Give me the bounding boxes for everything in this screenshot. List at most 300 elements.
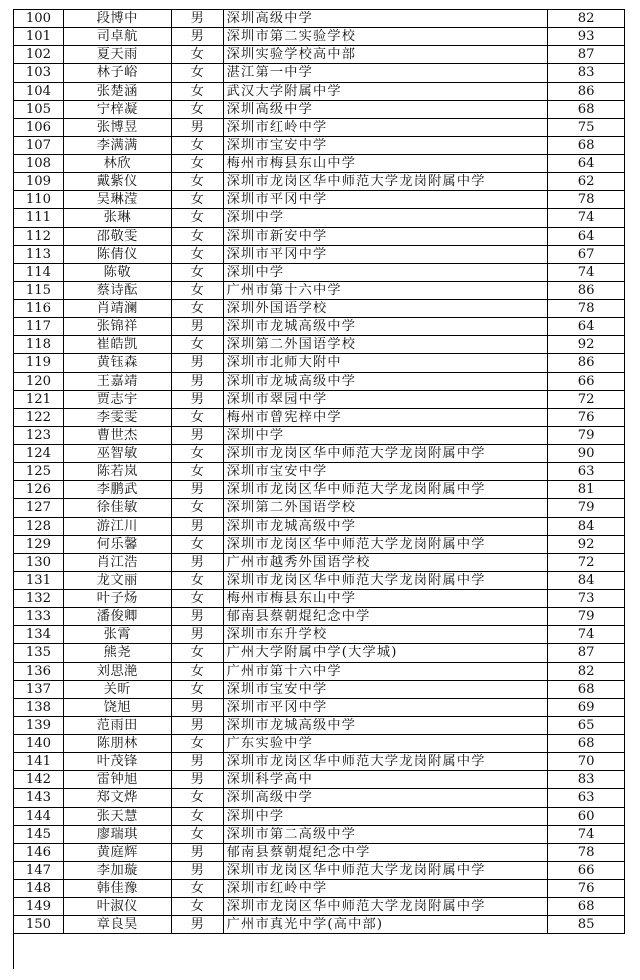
score-table [13,9,625,969]
score-cell: 76 [548,880,625,898]
school-name-cell: 梅州市梅县东山中学 [224,155,548,173]
row-number-cell: 140 [14,735,64,753]
table-row [14,246,625,264]
student-name-cell: 陈朋林 [64,735,172,753]
school-name-cell: 深圳高级中学 [224,10,548,28]
student-name-cell: 刘思滟 [64,663,172,681]
gender-cell: 女 [172,590,224,608]
row-number-cell: 141 [14,753,64,771]
row-number-cell: 125 [14,463,64,481]
gender-cell: 男 [172,119,224,137]
score-cell: 87 [548,644,625,662]
school-name-cell: 深圳市龙城高级中学 [224,318,548,336]
score-cell: 87 [548,46,625,64]
student-name-cell: 游江川 [64,518,172,536]
table-row [14,717,625,735]
table-row [14,826,625,844]
student-name-cell: 曹世杰 [64,427,172,445]
school-name-cell: 深圳市龙城高级中学 [224,717,548,735]
row-number-cell: 124 [14,445,64,463]
student-name-cell: 林子峪 [64,64,172,82]
student-name-cell: 崔皓凯 [64,336,172,354]
gender-cell: 女 [172,101,224,119]
school-name-cell: 深圳市宝安中学 [224,681,548,699]
student-name-cell: 林欣 [64,155,172,173]
student-name-cell: 范雨田 [64,717,172,735]
school-name-cell: 梅州市梅县东山中学 [224,590,548,608]
student-name-cell: 司卓航 [64,28,172,46]
row-number-cell: 114 [14,264,64,282]
row-number-cell: 144 [14,808,64,826]
school-name-cell: 深圳市龙岗区华中师范大学龙岗附属中学 [224,445,548,463]
gender-cell: 女 [172,264,224,282]
score-cell: 62 [548,173,625,191]
table-row [14,626,625,644]
school-name-cell: 深圳第二外国语学校 [224,499,548,517]
school-name-cell: 深圳市红岭中学 [224,119,548,137]
table-row [14,354,625,372]
row-number-cell: 107 [14,137,64,155]
student-name-cell: 肖江浩 [64,554,172,572]
score-cell: 74 [548,826,625,844]
table-row [14,10,625,28]
score-cell: 90 [548,445,625,463]
school-name-cell: 深圳市翠园中学 [224,391,548,409]
gender-cell: 女 [172,644,224,662]
student-name-cell: 陈敬 [64,264,172,282]
score-cell: 79 [548,608,625,626]
gender-cell: 女 [172,46,224,64]
school-name-cell: 深圳市龙岗区华中师范大学龙岗附属中学 [224,862,548,880]
student-name-cell: 黄庭辉 [64,844,172,862]
score-cell: 86 [548,83,625,101]
score-cell: 79 [548,427,625,445]
table-row [14,481,625,499]
school-name-cell: 深圳中学 [224,808,548,826]
student-name-cell: 熊尧 [64,644,172,662]
gender-cell: 女 [172,155,224,173]
gender-cell: 女 [172,898,224,916]
row-number-cell: 150 [14,916,64,934]
gender-cell: 男 [172,354,224,372]
score-cell: 74 [548,209,625,227]
gender-cell: 男 [172,427,224,445]
score-cell: 65 [548,717,625,735]
school-name-cell: 广州市真光中学(高中部) [224,916,548,934]
school-name-cell: 梅州市曾宪梓中学 [224,409,548,427]
gender-cell: 女 [172,826,224,844]
row-number-cell: 122 [14,409,64,427]
score-cell: 84 [548,572,625,590]
table-row [14,536,625,554]
gender-cell: 男 [172,481,224,499]
row-number-cell: 148 [14,880,64,898]
score-cell: 84 [548,518,625,536]
table-row [14,28,625,46]
score-cell: 66 [548,373,625,391]
table-row [14,753,625,771]
row-number-cell: 127 [14,499,64,517]
gender-cell: 女 [172,209,224,227]
table-row [14,771,625,789]
score-cell: 72 [548,554,625,572]
student-name-cell: 李满满 [64,137,172,155]
table-row [14,173,625,191]
gender-cell: 男 [172,608,224,626]
table-row [14,572,625,590]
table-row [14,318,625,336]
score-cell: 92 [548,536,625,554]
row-number-cell: 102 [14,46,64,64]
table-row [14,518,625,536]
school-name-cell: 深圳市龙岗区华中师范大学龙岗附属中学 [224,753,548,771]
school-name-cell: 广州市第十六中学 [224,282,548,300]
student-name-cell: 韩佳豫 [64,880,172,898]
student-name-cell: 章良昊 [64,916,172,934]
row-number-cell: 130 [14,554,64,572]
school-name-cell: 深圳市平冈中学 [224,699,548,717]
gender-cell: 男 [172,844,224,862]
row-number-cell: 149 [14,898,64,916]
row-number-cell: 139 [14,717,64,735]
row-number-cell: 110 [14,191,64,209]
table-row [14,681,625,699]
row-number-cell: 134 [14,626,64,644]
row-number-cell: 111 [14,209,64,227]
gender-cell: 男 [172,626,224,644]
table-row [14,554,625,572]
score-cell: 86 [548,282,625,300]
gender-cell: 女 [172,789,224,807]
table-row [14,862,625,880]
gender-cell: 男 [172,753,224,771]
student-name-cell: 陈若岚 [64,463,172,481]
table-row [14,373,625,391]
gender-cell: 男 [172,862,224,880]
table-row [14,228,625,246]
school-name-cell: 深圳市宝安中学 [224,463,548,481]
row-number-cell: 137 [14,681,64,699]
score-cell: 82 [548,663,625,681]
table-row [14,499,625,517]
gender-cell: 女 [172,64,224,82]
gender-cell: 女 [172,336,224,354]
gender-cell: 女 [172,409,224,427]
school-name-cell: 深圳市龙岗区华中师范大学龙岗附属中学 [224,572,548,590]
gender-cell: 女 [172,735,224,753]
table-row [14,898,625,916]
student-name-cell: 黄钰森 [64,354,172,372]
row-number-cell: 147 [14,862,64,880]
score-cell: 73 [548,590,625,608]
score-cell: 83 [548,64,625,82]
student-name-cell: 叶淑仪 [64,898,172,916]
score-cell: 63 [548,463,625,481]
table-row [14,83,625,101]
school-name-cell: 深圳市龙岗区华中师范大学龙岗附属中学 [224,536,548,554]
score-cell: 78 [548,191,625,209]
student-name-cell: 陈倩仪 [64,246,172,264]
student-name-cell: 何乐馨 [64,536,172,554]
row-number-cell: 142 [14,771,64,789]
score-cell: 60 [548,808,625,826]
school-name-cell: 深圳市东升学校 [224,626,548,644]
score-cell: 70 [548,753,625,771]
gender-cell: 女 [172,137,224,155]
table-row [14,209,625,227]
score-cell: 64 [548,228,625,246]
row-number-cell: 145 [14,826,64,844]
school-name-cell: 深圳市红岭中学 [224,880,548,898]
table-row [14,735,625,753]
school-name-cell: 深圳市北师大附中 [224,354,548,372]
gender-cell: 女 [172,681,224,699]
school-name-cell: 深圳高级中学 [224,101,548,119]
score-cell: 68 [548,101,625,119]
gender-cell: 女 [172,808,224,826]
row-number-cell: 103 [14,64,64,82]
student-name-cell: 段博中 [64,10,172,28]
student-name-cell: 李加璇 [64,862,172,880]
row-number-cell: 128 [14,518,64,536]
gender-cell: 男 [172,554,224,572]
student-name-cell: 吴琳滢 [64,191,172,209]
table-row [14,46,625,64]
school-name-cell: 深圳市新安中学 [224,228,548,246]
score-cell: 64 [548,318,625,336]
gender-cell: 女 [172,499,224,517]
score-cell: 64 [548,155,625,173]
school-name-cell: 深圳科学高中 [224,771,548,789]
score-cell: 78 [548,300,625,318]
student-name-cell: 巫智敏 [64,445,172,463]
gender-cell: 女 [172,663,224,681]
score-cell: 74 [548,626,625,644]
row-number-cell: 143 [14,789,64,807]
score-cell: 83 [548,771,625,789]
student-name-cell: 蔡诗酝 [64,282,172,300]
student-name-cell: 徐佳敏 [64,499,172,517]
school-name-cell: 深圳外国语学校 [224,300,548,318]
row-number-cell: 112 [14,228,64,246]
gender-cell: 女 [172,228,224,246]
student-name-cell: 夏天雨 [64,46,172,64]
table-row [14,336,625,354]
score-cell: 79 [548,499,625,517]
row-number-cell: 133 [14,608,64,626]
table-row [14,590,625,608]
school-name-cell: 深圳市龙城高级中学 [224,373,548,391]
student-name-cell: 张琳 [64,209,172,227]
gender-cell: 女 [172,880,224,898]
student-name-cell: 张楚涵 [64,83,172,101]
score-cell: 85 [548,916,625,934]
gender-cell: 女 [172,282,224,300]
student-name-cell: 潘俊卿 [64,608,172,626]
row-number-cell: 115 [14,282,64,300]
gender-cell: 男 [172,391,224,409]
school-name-cell: 郁南县蔡朝焜纪念中学 [224,608,548,626]
student-name-cell: 戴紫仪 [64,173,172,191]
gender-cell: 女 [172,191,224,209]
row-number-cell: 121 [14,391,64,409]
school-name-cell: 广州市第十六中学 [224,663,548,681]
student-name-cell: 张天慧 [64,808,172,826]
row-number-cell: 109 [14,173,64,191]
row-number-cell: 118 [14,336,64,354]
table-row [14,119,625,137]
school-name-cell: 郁南县蔡朝焜纪念中学 [224,844,548,862]
student-name-cell: 肖靖澜 [64,300,172,318]
school-name-cell: 深圳市第二高级中学 [224,826,548,844]
gender-cell: 女 [172,83,224,101]
student-name-cell: 李雯雯 [64,409,172,427]
student-name-cell: 叶子炀 [64,590,172,608]
row-number-cell: 116 [14,300,64,318]
table-row [14,191,625,209]
table-row [14,445,625,463]
gender-cell: 男 [172,10,224,28]
score-cell: 67 [548,246,625,264]
score-cell: 68 [548,137,625,155]
school-name-cell: 广州市越秀外国语学校 [224,554,548,572]
school-name-cell: 武汉大学附属中学 [224,83,548,101]
table-row [14,137,625,155]
row-number-cell: 106 [14,119,64,137]
gender-cell: 女 [172,536,224,554]
row-number-cell: 129 [14,536,64,554]
row-number-cell: 101 [14,28,64,46]
table-row [14,608,625,626]
score-cell: 68 [548,898,625,916]
gender-cell: 女 [172,445,224,463]
school-name-cell: 深圳市龙城高级中学 [224,518,548,536]
table-row [14,880,625,898]
school-name-cell: 深圳第二外国语学校 [224,336,548,354]
gender-cell: 女 [172,246,224,264]
row-number-cell: 123 [14,427,64,445]
gender-cell: 男 [172,318,224,336]
gender-cell: 男 [172,699,224,717]
student-name-cell: 王嘉靖 [64,373,172,391]
school-name-cell: 深圳市平冈中学 [224,191,548,209]
row-number-cell: 105 [14,101,64,119]
gender-cell: 男 [172,373,224,391]
table-row [14,427,625,445]
score-cell: 74 [548,264,625,282]
score-cell: 82 [548,10,625,28]
row-number-cell: 100 [14,10,64,28]
table-row [14,916,625,934]
student-name-cell: 廖瑞琪 [64,826,172,844]
student-name-cell: 邵敬雯 [64,228,172,246]
student-name-cell: 李鹏武 [64,481,172,499]
score-cell: 66 [548,862,625,880]
school-name-cell: 深圳市第二实验学校 [224,28,548,46]
school-name-cell: 深圳市宝安中学 [224,137,548,155]
school-name-cell: 深圳中学 [224,209,548,227]
score-cell: 86 [548,354,625,372]
row-number-cell: 119 [14,354,64,372]
table-row [14,300,625,318]
table-row [14,155,625,173]
gender-cell: 男 [172,717,224,735]
row-number-cell: 131 [14,572,64,590]
table-row [14,644,625,662]
score-cell: 69 [548,699,625,717]
table-row [14,699,625,717]
student-name-cell: 宁梓凝 [64,101,172,119]
student-name-cell: 张霄 [64,626,172,644]
row-number-cell: 120 [14,373,64,391]
student-name-cell: 叶茂锋 [64,753,172,771]
table-row [14,663,625,681]
school-name-cell: 深圳市龙岗区华中师范大学龙岗附属中学 [224,173,548,191]
table-row [14,463,625,481]
school-name-cell: 广东实验中学 [224,735,548,753]
student-name-cell: 贾志宇 [64,391,172,409]
student-name-cell: 张博昱 [64,119,172,137]
gender-cell: 女 [172,463,224,481]
gender-cell: 女 [172,300,224,318]
student-name-cell: 郑文烨 [64,789,172,807]
table-row [14,844,625,862]
score-cell: 78 [548,844,625,862]
school-name-cell: 深圳高级中学 [224,789,548,807]
student-name-cell: 龙文丽 [64,572,172,590]
gender-cell: 女 [172,572,224,590]
school-name-cell: 深圳市龙岗区华中师范大学龙岗附属中学 [224,898,548,916]
table-row [14,264,625,282]
score-cell: 76 [548,409,625,427]
table-row [14,282,625,300]
student-name-cell: 饶旭 [64,699,172,717]
score-cell: 75 [548,119,625,137]
gender-cell: 男 [172,28,224,46]
row-number-cell: 113 [14,246,64,264]
row-number-cell: 117 [14,318,64,336]
gender-cell: 女 [172,173,224,191]
gender-cell: 男 [172,916,224,934]
row-number-cell: 146 [14,844,64,862]
table-row [14,808,625,826]
row-number-cell: 104 [14,83,64,101]
school-name-cell: 深圳中学 [224,264,548,282]
table-row [14,64,625,82]
score-cell: 81 [548,481,625,499]
score-cell: 68 [548,681,625,699]
school-name-cell: 广州大学附属中学(大学城) [224,644,548,662]
school-name-cell: 深圳市龙岗区华中师范大学龙岗附属中学 [224,481,548,499]
row-number-cell: 126 [14,481,64,499]
table-row [14,391,625,409]
student-name-cell: 张锦祥 [64,318,172,336]
table-row [14,409,625,427]
row-number-cell: 136 [14,663,64,681]
student-name-cell: 雷钟旭 [64,771,172,789]
row-number-cell: 135 [14,644,64,662]
gender-cell: 男 [172,771,224,789]
table-row [14,789,625,807]
school-name-cell: 深圳中学 [224,427,548,445]
score-cell: 92 [548,336,625,354]
school-name-cell: 湛江第一中学 [224,64,548,82]
student-name-cell: 关昕 [64,681,172,699]
score-cell: 68 [548,735,625,753]
score-cell: 63 [548,789,625,807]
school-name-cell: 深圳实验学校高中部 [224,46,548,64]
row-number-cell: 108 [14,155,64,173]
